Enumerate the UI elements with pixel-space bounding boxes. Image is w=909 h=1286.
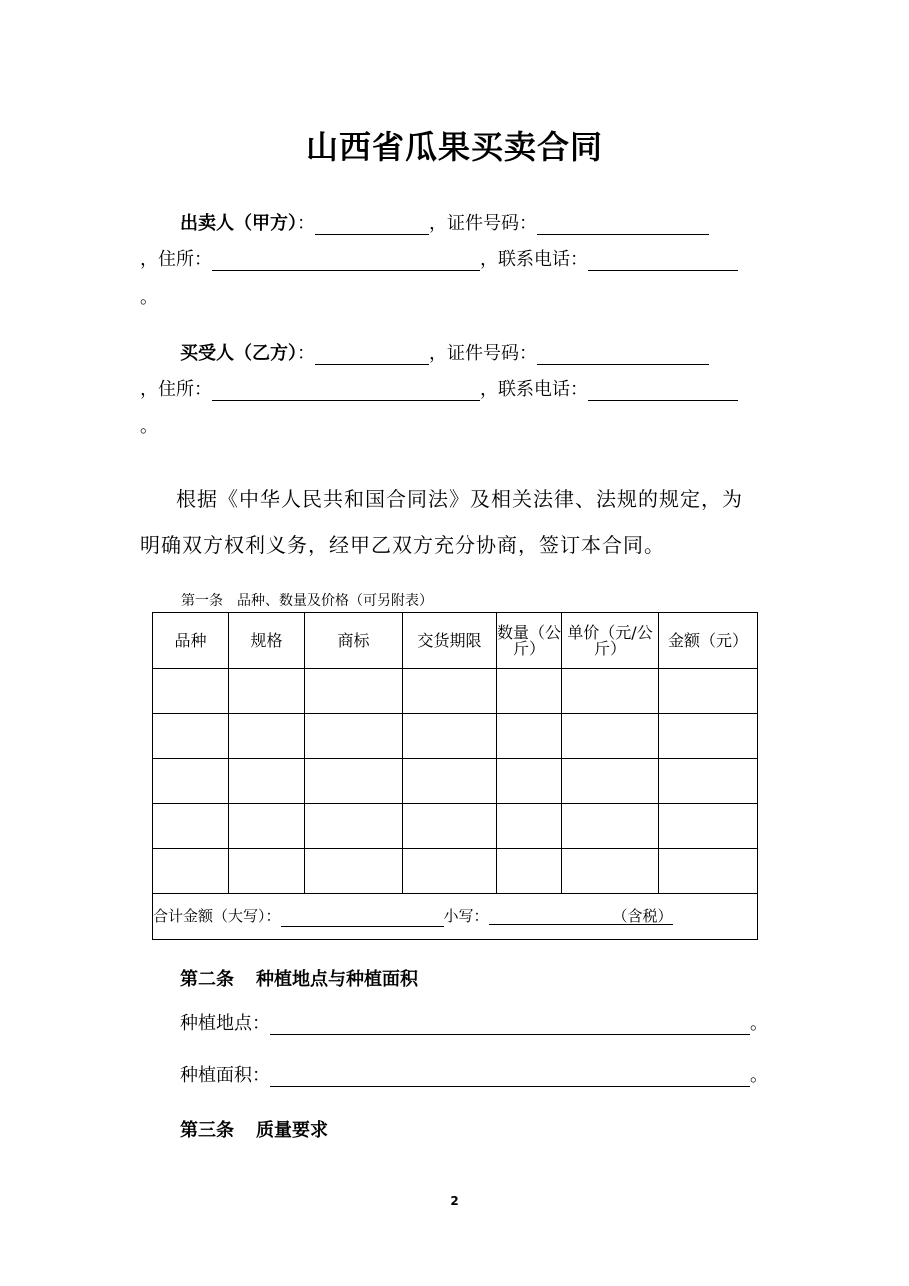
table-cell[interactable] xyxy=(403,669,497,714)
table-cell[interactable] xyxy=(497,669,562,714)
table-cell[interactable] xyxy=(562,804,659,849)
header-delivery-term: 交货期限 xyxy=(403,613,497,669)
table-cell[interactable] xyxy=(562,714,659,759)
table-cell[interactable] xyxy=(497,804,562,849)
table-row xyxy=(153,669,758,714)
buyer-phone-blank[interactable] xyxy=(588,380,738,401)
article2-number: 第二条 xyxy=(180,969,234,990)
seller-id-blank[interactable] xyxy=(537,214,709,235)
seller-address-label: ，住所： xyxy=(140,249,212,270)
table-cell[interactable] xyxy=(659,804,758,849)
article3-heading xyxy=(180,1116,328,1142)
table-cell[interactable] xyxy=(497,759,562,804)
seller-phone-label: ，联系电话： xyxy=(480,249,588,270)
header-unit-price: 单价（元/公斤） xyxy=(562,613,659,669)
buyer-address-label: ，住所： xyxy=(140,379,212,400)
intro-line-1: 根据《中华人民共和国合同法》及相关法律、法规的规定，为 xyxy=(176,487,743,511)
header-brand: 商标 xyxy=(305,613,403,669)
seller-label: 出卖人（甲方） xyxy=(180,213,297,234)
table-cell[interactable] xyxy=(403,759,497,804)
seller-id-label: ，证件号码： xyxy=(429,213,537,234)
table-cell[interactable] xyxy=(305,804,403,849)
buyer-line-1: 买受人（乙方）： ，证件号码： xyxy=(180,341,709,367)
table-cell[interactable] xyxy=(562,849,659,894)
article3-number: 第三条 xyxy=(180,1120,234,1141)
total-capital-label: 合计金额（大写）： xyxy=(153,907,281,925)
table-row xyxy=(153,714,758,759)
table-cell[interactable] xyxy=(659,849,758,894)
planting-location-blank[interactable] xyxy=(270,1014,750,1035)
table-cell[interactable] xyxy=(229,714,305,759)
table-cell[interactable] xyxy=(153,804,229,849)
header-variety: 品种 xyxy=(153,613,229,669)
total-small-blank[interactable] xyxy=(489,908,673,925)
planting-area-label: 种植面积： xyxy=(180,1065,270,1086)
buyer-id-blank[interactable] xyxy=(537,344,709,365)
table-row xyxy=(153,849,758,894)
buyer-address-blank[interactable] xyxy=(212,380,480,401)
table-header-row xyxy=(153,613,758,669)
buyer-end: 。 xyxy=(140,416,158,437)
table-cell[interactable] xyxy=(305,849,403,894)
table-cell[interactable] xyxy=(659,714,758,759)
article2-title: 种植地点与种植面积 xyxy=(256,969,418,990)
table-cell[interactable] xyxy=(403,804,497,849)
buyer-name-blank[interactable] xyxy=(315,344,429,365)
total-capital-blank[interactable] xyxy=(281,906,444,927)
seller-phone-blank[interactable] xyxy=(588,250,738,271)
table-cell[interactable] xyxy=(497,849,562,894)
seller-line-2 xyxy=(140,247,738,273)
header-spec: 规格 xyxy=(229,613,305,669)
table-total-row xyxy=(153,894,758,940)
table-cell[interactable] xyxy=(305,669,403,714)
planting-location-label: 种植地点： xyxy=(180,1013,270,1034)
table-cell[interactable] xyxy=(497,714,562,759)
seller-name-blank[interactable] xyxy=(315,214,429,235)
table-cell[interactable] xyxy=(229,759,305,804)
table-cell[interactable] xyxy=(305,714,403,759)
table-row xyxy=(153,804,758,849)
table-cell[interactable] xyxy=(659,669,758,714)
table-cell[interactable] xyxy=(153,714,229,759)
table-cell[interactable] xyxy=(562,669,659,714)
table-cell[interactable] xyxy=(562,759,659,804)
planting-area-line: 种植面积： 。 xyxy=(180,1065,768,1086)
total-small-label: 小写： xyxy=(443,907,489,925)
table-cell[interactable] xyxy=(229,849,305,894)
buyer-label: 买受人（乙方） xyxy=(180,343,297,364)
header-amount: 金额（元） xyxy=(659,613,758,669)
intro-line-2: 明确双方权利义务，经甲乙双方充分协商，签订本合同。 xyxy=(140,533,665,557)
table-row xyxy=(153,759,758,804)
article3-title: 质量要求 xyxy=(256,1120,328,1141)
product-table xyxy=(152,612,758,940)
page-number: 2 xyxy=(450,1194,459,1208)
table-cell[interactable] xyxy=(403,849,497,894)
table-cell[interactable] xyxy=(305,759,403,804)
planting-area-blank[interactable] xyxy=(270,1066,750,1087)
buyer-phone-label: ，联系电话： xyxy=(480,379,588,400)
planting-location-line: 种植地点： 。 xyxy=(180,1013,768,1034)
table-cell[interactable] xyxy=(153,849,229,894)
table-cell[interactable] xyxy=(153,759,229,804)
seller-line-1: 出卖人（甲方）： ，证件号码： xyxy=(180,211,709,237)
table-cell[interactable] xyxy=(659,759,758,804)
buyer-line-2 xyxy=(140,377,738,403)
total-cell xyxy=(153,894,758,940)
table-cell[interactable] xyxy=(229,669,305,714)
header-quantity: 数量（公斤） xyxy=(497,613,562,669)
tax-note: （含税） xyxy=(612,907,673,925)
seller-address-blank[interactable] xyxy=(212,250,480,271)
table-cell[interactable] xyxy=(153,669,229,714)
table-cell[interactable] xyxy=(403,714,497,759)
seller-end: 。 xyxy=(140,287,158,308)
article1-caption: 第一条 品种、数量及价格（可另附表） xyxy=(181,593,433,609)
buyer-id-label: ，证件号码： xyxy=(429,343,537,364)
document-title: 山西省瓜果买卖合同 xyxy=(305,128,603,166)
table-cell[interactable] xyxy=(229,804,305,849)
article2-heading xyxy=(180,965,418,991)
